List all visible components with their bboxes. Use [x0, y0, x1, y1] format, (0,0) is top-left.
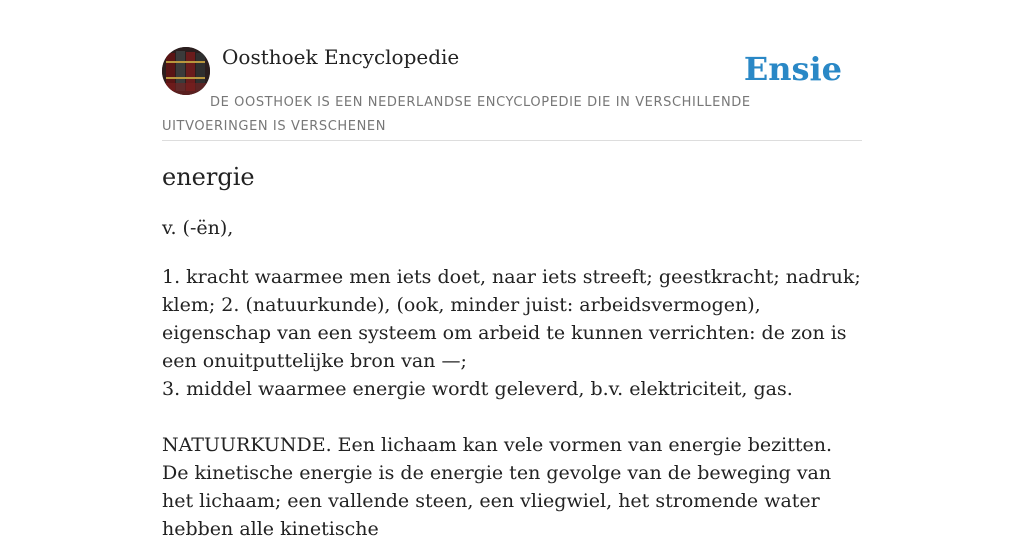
brand-logo[interactable]: Ensie	[743, 50, 842, 88]
site-tagline: DE OOSTHOEK IS EEN NEDERLANDSE ENCYCLOPEDIE DIE IN VERSCHILLENDE UITVOERINGEN IS VERSCHENEN	[162, 95, 751, 134]
encyclopedia-logo[interactable]	[162, 47, 210, 95]
entry-headword: energie	[162, 163, 255, 191]
site-header	[162, 0, 862, 141]
entry-grammar: v. (-ën),	[162, 217, 234, 239]
entry-body: 1. kracht waarmee men iets doet, naar iets streeft; geestkracht; nadruk; klem; 2. (natuurkunde), (ook, minder juist: arbeidsvermogen), eigenschap van een systeem om arbeid te kunnen verrichten: de zon is een onuitputtelijke bron van —; 3. middel waarmee energie wordt geleverd, b.v. elektriciteit, gas. NATUURKUNDE. Een lichaam kan vele vormen van energie bezitten. De kinetische energie is de energie ten gevolge van de beweging van het lichaam; een vallende steen, een vliegwiel, het stromende water hebben alle kinetische	[162, 266, 861, 540]
page-container	[162, 0, 862, 540]
site-title[interactable]: Oosthoek Encyclopedie	[222, 45, 460, 69]
book-spines-icon	[162, 47, 210, 95]
